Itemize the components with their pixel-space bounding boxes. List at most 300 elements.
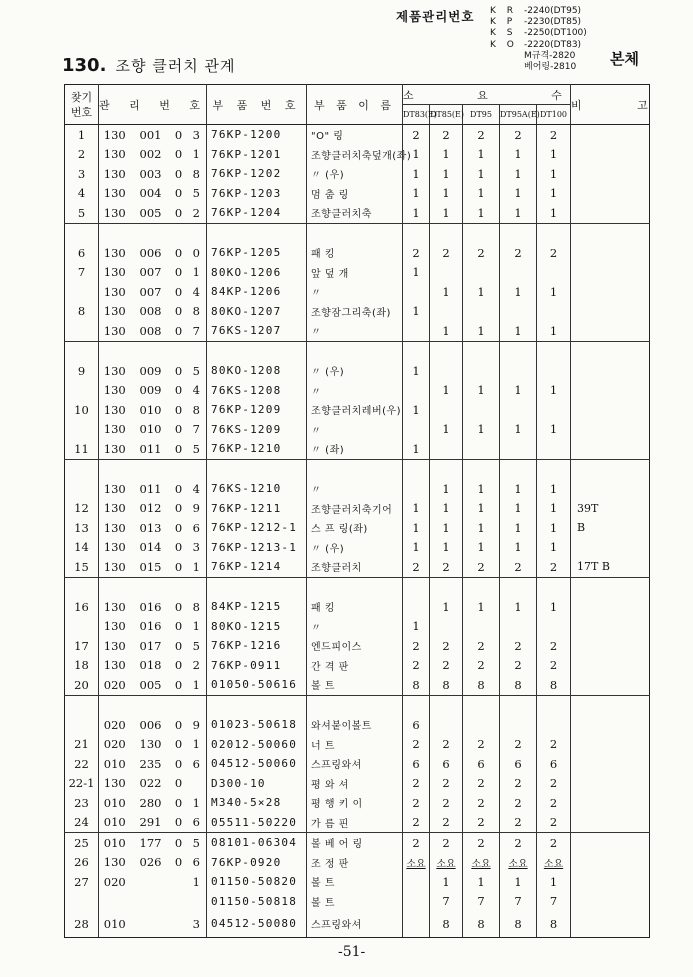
cell-mgmt-rev: 0 xyxy=(171,203,187,223)
cell-qty-dt95ae: 1 xyxy=(500,479,537,499)
cell-remarks xyxy=(571,774,650,794)
table-row xyxy=(65,381,650,401)
table-row xyxy=(65,833,650,853)
cell-qty-dt83e: 2 xyxy=(403,813,430,833)
cell-mgmt-check xyxy=(187,341,207,361)
cell-mgmt-group: 020 xyxy=(99,675,131,695)
cell-part-name: 패 킹 xyxy=(307,597,403,617)
cell-qty-dt95: 1 xyxy=(463,597,500,617)
cell-mgmt-group xyxy=(99,223,131,243)
table-row xyxy=(65,853,650,873)
cell-mgmt-group: 130 xyxy=(103,383,126,398)
cell-qty-dt95 xyxy=(463,263,500,283)
cell-mgmt-seq: 280 xyxy=(139,795,162,810)
cell-qty-dt95: 2 xyxy=(463,833,500,853)
cell-remarks xyxy=(571,223,650,243)
cell-part-name: 볼 트 xyxy=(307,872,403,892)
cell-qty-dt95: 2 xyxy=(463,636,500,656)
cell-find-no: 25 xyxy=(65,833,99,853)
cell-part-name: 〃 xyxy=(307,381,403,401)
cell-part-name: 볼 베 어 링 xyxy=(307,833,403,853)
cell-mgmt-seq: 015 xyxy=(131,557,171,577)
cell-qty-dt95: 1 xyxy=(463,282,500,302)
cell-part-name: 스프링와셔 xyxy=(307,754,403,774)
cell-mgmt-check: 1 xyxy=(187,793,207,813)
cell-qty-dt83e: 1 xyxy=(403,145,430,165)
cell-qty-dt95: 8 xyxy=(463,675,500,695)
cell-qty-dt95ae: 1 xyxy=(500,184,537,204)
cell-mgmt-rev: 0 xyxy=(174,717,183,732)
cell-mgmt-rev xyxy=(171,223,187,243)
cell-qty-dt95: 1 xyxy=(463,321,500,341)
cell-qty-dt95ae: 1 xyxy=(500,321,537,341)
cell-mgmt-seq: 007 xyxy=(139,265,162,280)
cell-qty-dt85e: 2 xyxy=(430,833,463,853)
cell-mgmt-rev: 0 xyxy=(174,166,183,181)
cell-part-no xyxy=(207,223,307,243)
cell-mgmt-rev: 0 xyxy=(174,304,183,319)
cell-find-no xyxy=(65,715,99,735)
cell-remarks xyxy=(571,911,650,937)
cell-part-no: 84KP-1215 xyxy=(207,597,307,617)
cell-part-no: 76KP-1216 xyxy=(207,636,307,656)
cell-mgmt-seq: 013 xyxy=(139,520,162,535)
cell-remarks xyxy=(571,715,650,735)
cell-qty-dt100: 1 xyxy=(537,479,571,499)
cell-mgmt-rev: 0 xyxy=(171,675,187,695)
product-code-row xyxy=(490,6,587,17)
cell-qty-dt95 xyxy=(463,302,500,322)
cell-qty-dt85e: 2 xyxy=(430,813,463,833)
cell-qty-dt83e xyxy=(403,381,430,401)
table-row xyxy=(65,302,650,322)
cell-qty-dt83e: 2 xyxy=(403,636,430,656)
cell-mgmt-rev xyxy=(171,459,187,479)
cell-remarks xyxy=(571,125,650,145)
product-code-key xyxy=(490,62,524,73)
cell-qty-dt95ae xyxy=(500,439,537,459)
cell-mgmt-seq: 006 xyxy=(139,245,162,260)
cell-find-no: 23 xyxy=(65,793,99,813)
cell-qty-dt85e: 8 xyxy=(430,911,463,937)
cell-remarks xyxy=(571,833,650,853)
cell-mgmt-check: 3 xyxy=(187,538,207,558)
cell-qty-dt100: 2 xyxy=(537,735,571,755)
cell-mgmt-seq: 130 xyxy=(139,737,162,752)
cell-find-no: 1 xyxy=(65,125,99,145)
cell-qty-dt95: 2 xyxy=(463,774,500,794)
cell-mgmt-seq: 014 xyxy=(139,540,162,555)
cell-qty-dt95ae: 2 xyxy=(500,833,537,853)
cell-qty-dt95ae xyxy=(500,361,537,381)
cell-find-no: 9 xyxy=(65,361,99,381)
cell-qty-dt95ae: 소요 xyxy=(500,853,537,873)
cell-qty-dt100: 2 xyxy=(537,557,571,577)
cell-qty-dt85e xyxy=(430,302,463,322)
cell-remarks xyxy=(571,302,650,322)
cell-qty-dt95: 7 xyxy=(463,892,500,912)
cell-mgmt-seq xyxy=(131,223,171,243)
header-find-no-line1: 찾기 xyxy=(70,90,93,104)
spacer-row xyxy=(65,695,650,715)
cell-mgmt-seq: 011 xyxy=(131,439,171,459)
cell-qty-dt100 xyxy=(537,695,571,715)
cell-mgmt-rev xyxy=(171,695,187,715)
cell-mgmt-rev: 0 xyxy=(174,619,183,634)
cell-mgmt-group: 130 xyxy=(103,304,126,319)
cell-mgmt-rev: 0 xyxy=(174,383,183,398)
cell-remarks xyxy=(571,617,650,637)
header-model: DT95 xyxy=(463,105,500,125)
cell-qty-dt100: 1 xyxy=(537,538,571,558)
cell-qty-dt95: 1 xyxy=(463,145,500,165)
spacer-row xyxy=(65,577,650,597)
cell-qty-dt95ae: 2 xyxy=(500,125,537,145)
cell-find-no: 5 xyxy=(65,203,99,223)
cell-find-no: 18 xyxy=(65,656,99,676)
product-code-value: -2250(DT100) xyxy=(524,28,587,39)
header-model: DT85(E) xyxy=(430,105,463,125)
cell-mgmt-seq: 001 xyxy=(139,127,162,142)
cell-qty-dt95: 8 xyxy=(463,911,500,937)
table-row xyxy=(65,793,650,813)
cell-part-no: 76KP-1209 xyxy=(207,400,307,420)
cell-mgmt-check xyxy=(187,577,207,597)
cell-remarks xyxy=(571,793,650,813)
cell-mgmt-group xyxy=(99,892,131,912)
cell-qty-dt83e: 2 xyxy=(403,735,430,755)
cell-remarks xyxy=(571,754,650,774)
cell-qty-dt95 xyxy=(463,617,500,637)
cell-remarks xyxy=(571,184,650,204)
cell-part-name: 멈 춤 링 xyxy=(307,184,403,204)
cell-part-no: 01150-50820 xyxy=(207,872,307,892)
cell-qty-dt85e: 2 xyxy=(430,243,463,263)
cell-mgmt-check: 9 xyxy=(187,715,207,735)
product-code-key: K O xyxy=(490,39,518,50)
cell-find-no: 14 xyxy=(65,538,99,558)
cell-part-no: 80KO-1215 xyxy=(207,617,307,637)
cell-qty-dt83e xyxy=(403,872,430,892)
cell-part-no: 76KP-1205 xyxy=(207,243,307,263)
cell-mgmt-seq: 006 xyxy=(139,717,162,732)
cell-qty-dt95: 2 xyxy=(463,243,500,263)
cell-mgmt-group: 130 xyxy=(99,203,131,223)
product-code-row xyxy=(490,62,587,73)
cell-qty-dt95: 소요 xyxy=(463,853,500,873)
cell-part-name: 앞 덮 개 xyxy=(307,263,403,283)
cell-mgmt-seq: 004 xyxy=(139,186,162,201)
cell-qty-dt85e: 1 xyxy=(430,872,463,892)
cell-qty-dt100: 1 xyxy=(537,381,571,401)
cell-qty-dt85e xyxy=(430,577,463,597)
table-row xyxy=(65,715,650,735)
product-code-list xyxy=(490,6,587,73)
cell-qty-dt83e xyxy=(403,577,430,597)
cell-mgmt-rev: 0 xyxy=(174,795,183,810)
page-number: -51- xyxy=(338,944,366,960)
cell-qty-dt95: 2 xyxy=(463,656,500,676)
cell-part-no: 76KS-1210 xyxy=(207,479,307,499)
cell-mgmt-check: 1 xyxy=(187,557,207,577)
product-code-value: -2240(DT95) xyxy=(524,6,582,16)
product-code-key: K R xyxy=(490,6,518,16)
cell-find-no xyxy=(65,420,99,440)
cell-qty-dt95ae xyxy=(500,695,537,715)
cell-mgmt-rev xyxy=(171,911,187,937)
cell-qty-dt100: 2 xyxy=(537,125,571,145)
cell-mgmt-group: 010 xyxy=(99,911,131,937)
product-code-key xyxy=(490,51,524,62)
cell-qty-dt95 xyxy=(463,459,500,479)
cell-mgmt-rev: 0 xyxy=(171,557,187,577)
cell-qty-dt100: 1 xyxy=(537,164,571,184)
table-row xyxy=(65,164,650,184)
table-row xyxy=(65,892,650,912)
cell-mgmt-group xyxy=(99,341,131,361)
cell-mgmt-group: 130 xyxy=(103,166,126,181)
table-row xyxy=(65,735,650,755)
parts-table xyxy=(64,84,674,938)
table-row xyxy=(65,754,650,774)
cell-remarks xyxy=(571,203,650,223)
cell-find-no: 16 xyxy=(65,597,99,617)
cell-part-no: 76KP-1200 xyxy=(207,125,307,145)
cell-qty-dt85e: 1 xyxy=(430,518,463,538)
cell-part-name: 와셔붙이볼트 xyxy=(307,715,403,735)
product-code-key: K S xyxy=(490,28,517,39)
cell-qty-dt95ae: 6 xyxy=(500,754,537,774)
cell-qty-dt100: 7 xyxy=(537,892,571,912)
cell-mgmt-group: 020 xyxy=(103,874,126,889)
cell-qty-dt83e: 2 xyxy=(403,125,430,145)
cell-qty-dt95ae xyxy=(500,459,537,479)
cell-mgmt-check: 3 xyxy=(187,125,207,145)
cell-qty-dt95: 2 xyxy=(463,793,500,813)
product-code-row xyxy=(490,51,587,62)
cell-part-no: 01023-50618 xyxy=(207,715,307,735)
cell-mgmt-rev: 0 xyxy=(174,186,183,201)
cell-remarks: 39T xyxy=(571,499,650,519)
cell-qty-dt85e: 1 xyxy=(430,479,463,499)
cell-qty-dt95: 2 xyxy=(463,125,500,145)
cell-remarks xyxy=(571,243,650,263)
cell-qty-dt85e: 8 xyxy=(430,675,463,695)
section-number: 130. xyxy=(62,55,107,76)
cell-qty-dt100: 8 xyxy=(537,911,571,937)
cell-qty-dt85e: 7 xyxy=(430,892,463,912)
cell-qty-dt95ae: 1 xyxy=(500,381,537,401)
cell-qty-dt100 xyxy=(537,617,571,637)
cell-find-no xyxy=(65,617,99,637)
cell-part-no: 80KO-1206 xyxy=(207,263,307,283)
cell-part-no: 05511-50220 xyxy=(207,813,307,833)
cell-mgmt-rev: 0 xyxy=(174,776,183,791)
cell-remarks xyxy=(571,145,650,165)
cell-find-no: 24 xyxy=(65,813,99,833)
cell-qty-dt83e xyxy=(403,911,430,937)
cell-part-no: 08101-06304 xyxy=(207,833,307,853)
cell-part-name xyxy=(307,577,403,597)
cell-qty-dt95 xyxy=(463,223,500,243)
cell-qty-dt83e xyxy=(403,321,430,341)
cell-mgmt-rev: 0 xyxy=(174,147,183,162)
cell-part-no: M340-5×28 xyxy=(207,793,307,813)
cell-remarks xyxy=(571,813,650,833)
cell-mgmt-check: 6 xyxy=(187,518,207,538)
cell-mgmt-group: 010 xyxy=(103,756,126,771)
cell-qty-dt83e xyxy=(403,479,430,499)
cell-remarks xyxy=(571,282,650,302)
cell-mgmt-seq: 008 xyxy=(131,321,171,341)
cell-qty-dt95ae: 2 xyxy=(500,243,537,263)
cell-mgmt-check xyxy=(187,223,207,243)
cell-qty-dt83e: 1 xyxy=(403,518,430,538)
cell-qty-dt100: 1 xyxy=(537,282,571,302)
table-row xyxy=(65,538,650,558)
cell-remarks xyxy=(571,381,650,401)
cell-mgmt-check: 6 xyxy=(187,813,207,833)
cell-part-no: 76KP-1210 xyxy=(207,439,307,459)
cell-mgmt-check xyxy=(187,459,207,479)
cell-qty-dt95: 1 xyxy=(463,381,500,401)
cell-mgmt-group: 130 xyxy=(99,321,131,341)
cell-qty-dt100: 1 xyxy=(537,184,571,204)
cell-part-name: 가 름 핀 xyxy=(307,813,403,833)
cell-mgmt-check xyxy=(187,695,207,715)
cell-mgmt-rev: 0 xyxy=(174,481,183,496)
cell-find-no: 22 xyxy=(65,754,99,774)
cell-qty-dt95ae: 2 xyxy=(500,636,537,656)
cell-remarks xyxy=(571,656,650,676)
cell-mgmt-group: 130 xyxy=(103,855,126,870)
cell-qty-dt85e xyxy=(430,715,463,735)
table-row xyxy=(65,499,650,519)
cell-remarks xyxy=(571,420,650,440)
table-row xyxy=(65,400,650,420)
cell-part-name: 조향클러치 xyxy=(307,557,403,577)
cell-qty-dt100: 1 xyxy=(537,499,571,519)
cell-remarks xyxy=(571,341,650,361)
cell-part-name: 스프링와셔 xyxy=(307,911,403,937)
cell-mgmt-rev: 0 xyxy=(171,813,187,833)
cell-qty-dt85e xyxy=(430,223,463,243)
cell-qty-dt85e: 1 xyxy=(430,499,463,519)
spacer-row xyxy=(65,459,650,479)
cell-mgmt-group: 130 xyxy=(103,658,126,673)
cell-mgmt-group: 130 xyxy=(99,439,131,459)
cell-qty-dt95ae: 8 xyxy=(500,675,537,695)
cell-find-no: 20 xyxy=(65,675,99,695)
cell-qty-dt100: 1 xyxy=(537,597,571,617)
cell-mgmt-seq: 017 xyxy=(139,638,162,653)
product-code-value: -2220(DT83) xyxy=(524,39,582,50)
cell-mgmt-check: 5 xyxy=(187,184,207,204)
cell-qty-dt100: 2 xyxy=(537,656,571,676)
cell-mgmt-check: 1 xyxy=(187,145,207,165)
cell-mgmt-rev: 0 xyxy=(174,540,183,555)
cell-find-no: 7 xyxy=(65,263,99,283)
cell-mgmt-group: 020 xyxy=(103,737,126,752)
cell-mgmt-check: 5 xyxy=(187,361,207,381)
cell-qty-dt95 xyxy=(463,400,500,420)
table-row xyxy=(65,479,650,499)
cell-mgmt-group: 130 xyxy=(103,422,126,437)
cell-qty-dt100 xyxy=(537,439,571,459)
header-find-no xyxy=(65,85,99,125)
cell-mgmt-check: 8 xyxy=(187,400,207,420)
cell-find-no xyxy=(65,459,99,479)
table-row xyxy=(65,243,650,263)
cell-part-no: 76KP-0911 xyxy=(207,656,307,676)
cell-mgmt-check: 1 xyxy=(187,617,207,637)
cell-part-name: 〃 (우) xyxy=(307,538,403,558)
cell-qty-dt85e xyxy=(430,361,463,381)
cell-mgmt-rev: 0 xyxy=(174,855,183,870)
cell-qty-dt95ae: 1 xyxy=(500,420,537,440)
cell-qty-dt95 xyxy=(463,715,500,735)
cell-mgmt-rev: 0 xyxy=(174,599,183,614)
cell-mgmt-check: 3 xyxy=(187,911,207,937)
cell-mgmt-seq: 011 xyxy=(139,481,162,496)
cell-qty-dt83e: 1 xyxy=(403,400,430,420)
cell-find-no xyxy=(65,695,99,715)
cell-qty-dt100: 2 xyxy=(537,243,571,263)
cell-part-no: 76KP-1202 xyxy=(207,164,307,184)
cell-qty-dt95ae: 1 xyxy=(500,538,537,558)
cell-qty-dt95: 1 xyxy=(463,420,500,440)
product-code-row xyxy=(490,17,587,28)
cell-mgmt-seq: 008 xyxy=(139,304,162,319)
cell-mgmt-rev xyxy=(171,577,187,597)
header-model: DT95A(E) xyxy=(500,105,537,125)
product-code-row xyxy=(490,40,587,51)
table-row xyxy=(65,656,650,676)
cell-mgmt-seq: 009 xyxy=(139,383,162,398)
cell-part-no: 02012-50060 xyxy=(207,735,307,755)
cell-mgmt-group xyxy=(99,577,131,597)
table-row xyxy=(65,557,650,577)
cell-qty-dt100: 8 xyxy=(537,675,571,695)
cell-qty-dt95: 1 xyxy=(463,499,500,519)
table-row xyxy=(65,675,650,695)
cell-mgmt-group: 130 xyxy=(103,186,126,201)
cell-mgmt-group: 130 xyxy=(103,265,126,280)
table-row xyxy=(65,282,650,302)
cell-mgmt-seq: 012 xyxy=(139,501,162,516)
cell-qty-dt95: 2 xyxy=(463,557,500,577)
cell-mgmt-rev: 0 xyxy=(174,284,183,299)
cell-mgmt-check: 5 xyxy=(187,833,207,853)
cell-qty-dt95ae: 2 xyxy=(500,774,537,794)
cell-qty-dt95: 1 xyxy=(463,538,500,558)
cell-remarks xyxy=(571,321,650,341)
header-req-qty: 소 요 수 xyxy=(403,85,571,105)
cell-qty-dt85e: 2 xyxy=(430,656,463,676)
cell-find-no: 2 xyxy=(65,145,99,165)
cell-qty-dt95ae: 1 xyxy=(500,597,537,617)
cell-mgmt-check: 0 xyxy=(187,243,207,263)
cell-qty-dt95ae: 2 xyxy=(500,813,537,833)
cell-remarks xyxy=(571,400,650,420)
cell-part-no: 76KP-0920 xyxy=(207,853,307,873)
cell-find-no: 4 xyxy=(65,184,99,204)
cell-mgmt-group: 010 xyxy=(99,813,131,833)
cell-find-no: 15 xyxy=(65,557,99,577)
cell-qty-dt85e: 2 xyxy=(430,735,463,755)
cell-remarks xyxy=(571,577,650,597)
cell-part-name: 볼 트 xyxy=(307,675,403,695)
